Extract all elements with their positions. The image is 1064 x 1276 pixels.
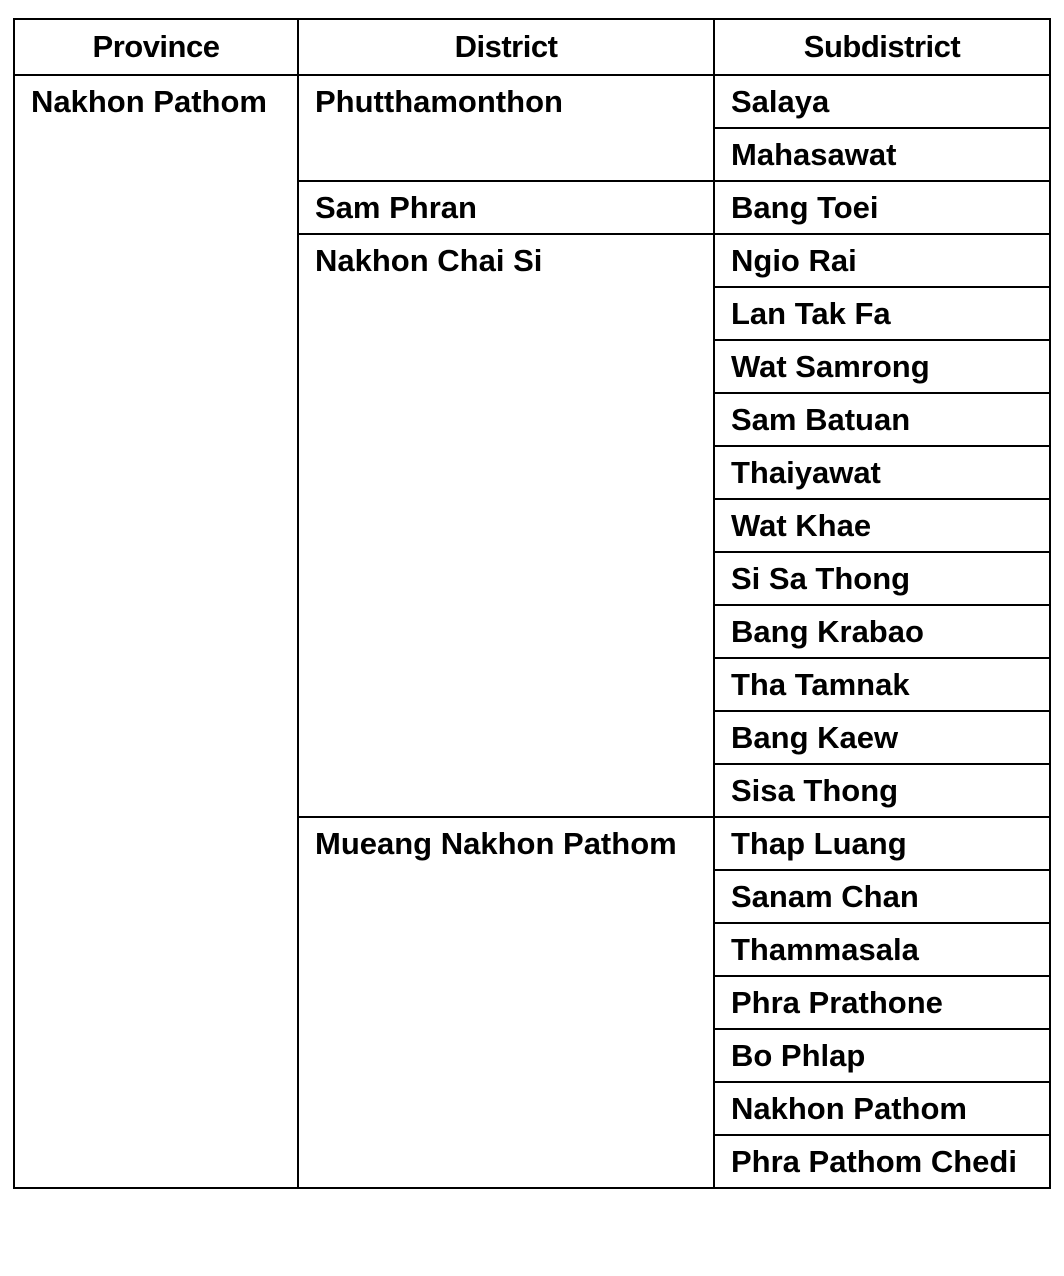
subdistrict-cell: Salaya — [714, 75, 1050, 128]
subdistrict-cell: Lan Tak Fa — [714, 287, 1050, 340]
subdistrict-cell: Thap Luang — [714, 817, 1050, 870]
table-body — [14, 75, 1050, 1188]
subdistrict-cell: Thaiyawat — [714, 446, 1050, 499]
header-row — [14, 19, 1050, 75]
province-cell: Nakhon Pathom — [14, 75, 298, 1188]
subdistrict-cell: Ngio Rai — [714, 234, 1050, 287]
subdistrict-cell: Phra Prathone — [714, 976, 1050, 1029]
subdistrict-cell: Tha Tamnak — [714, 658, 1050, 711]
subdistrict-cell: Si Sa Thong — [714, 552, 1050, 605]
subdistrict-cell: Nakhon Pathom — [714, 1082, 1050, 1135]
district-cell: Phutthamonthon — [298, 75, 714, 181]
subdistrict-cell: Sam Batuan — [714, 393, 1050, 446]
district-cell: Mueang Nakhon Pathom — [298, 817, 714, 1188]
table-row — [14, 75, 1050, 128]
subdistrict-cell: Sanam Chan — [714, 870, 1050, 923]
subdistrict-cell: Wat Khae — [714, 499, 1050, 552]
header-district: District — [298, 19, 714, 75]
subdistrict-cell: Sisa Thong — [714, 764, 1050, 817]
subdistrict-cell: Bang Krabao — [714, 605, 1050, 658]
subdistrict-cell: Thammasala — [714, 923, 1050, 976]
table-header — [14, 19, 1050, 75]
header-province: Province — [14, 19, 298, 75]
subdistrict-cell: Mahasawat — [714, 128, 1050, 181]
header-subdistrict: Subdistrict — [714, 19, 1050, 75]
subdistrict-cell: Bang Toei — [714, 181, 1050, 234]
subdistrict-cell: Wat Samrong — [714, 340, 1050, 393]
admin-division-table — [13, 18, 1051, 1189]
subdistrict-cell: Phra Pathom Chedi — [714, 1135, 1050, 1188]
district-cell: Sam Phran — [298, 181, 714, 234]
subdistrict-cell: Bo Phlap — [714, 1029, 1050, 1082]
subdistrict-cell: Bang Kaew — [714, 711, 1050, 764]
district-cell: Nakhon Chai Si — [298, 234, 714, 817]
